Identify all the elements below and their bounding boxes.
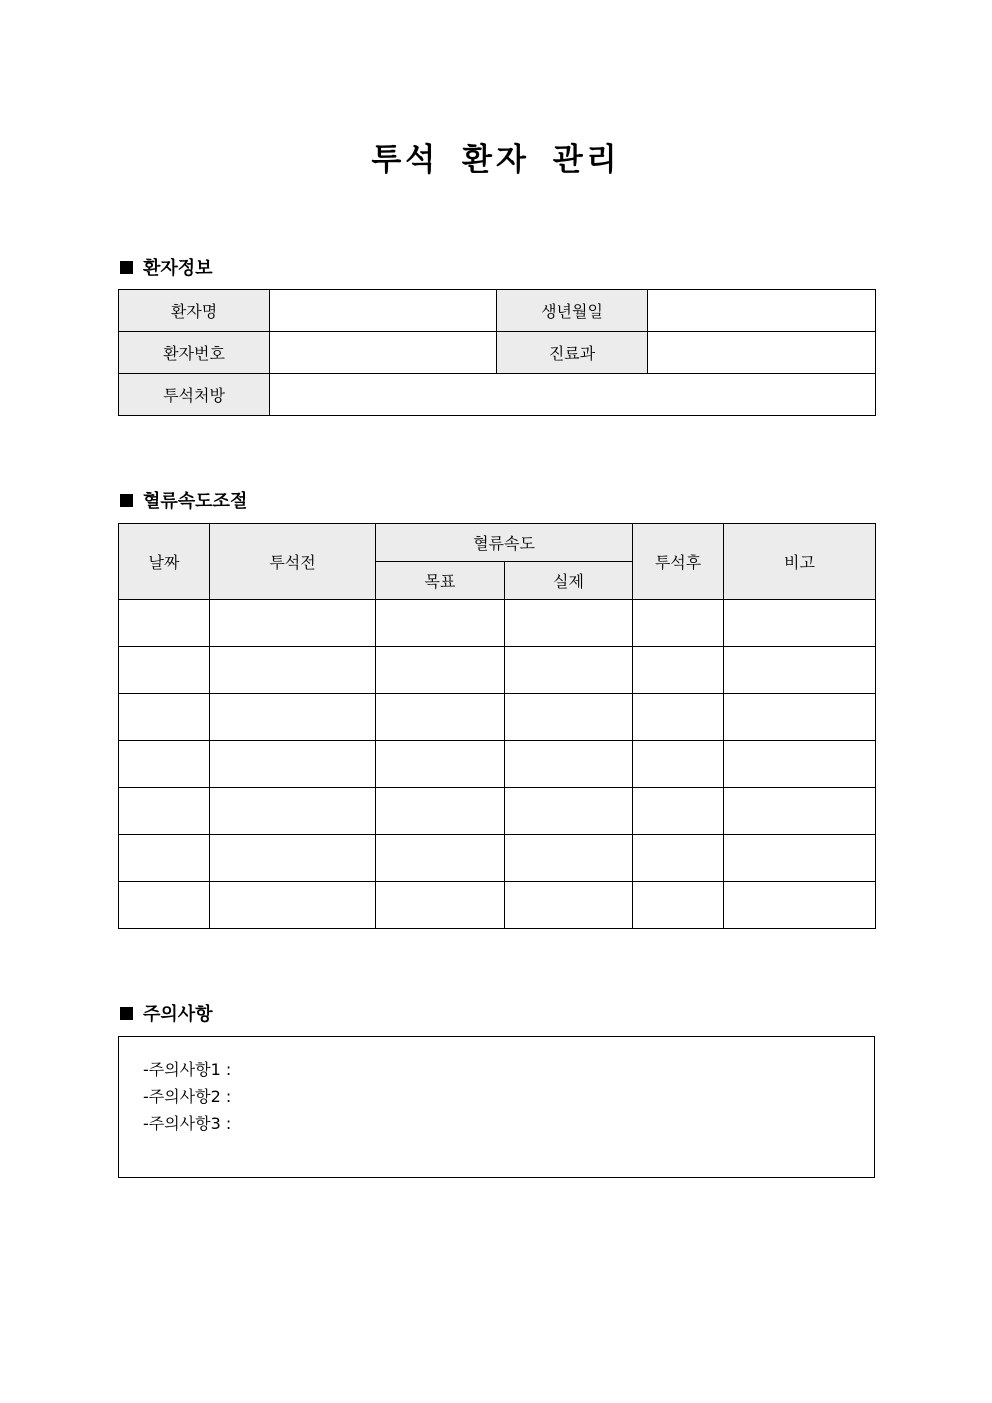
cell-date[interactable] bbox=[119, 741, 210, 788]
cell-remarks[interactable] bbox=[724, 788, 876, 835]
header-after: 투석후 bbox=[633, 524, 724, 600]
label-prescription: 투석처방 bbox=[119, 374, 270, 416]
cell-remarks[interactable] bbox=[724, 835, 876, 882]
page-title: 투석 환자 관리 bbox=[371, 142, 621, 178]
cell-date[interactable] bbox=[119, 600, 210, 647]
section-heading-infusion bbox=[120, 487, 247, 513]
section-heading-label: 혈류속도조절 bbox=[143, 491, 248, 512]
cell-actual[interactable] bbox=[505, 600, 633, 647]
cell-before[interactable] bbox=[210, 882, 376, 929]
cell-remarks[interactable] bbox=[724, 600, 876, 647]
cell-date[interactable] bbox=[119, 835, 210, 882]
label-patient-name: 환자명 bbox=[119, 290, 270, 332]
note-item-1: -주의사항1 : bbox=[143, 1060, 232, 1079]
note-item-2: -주의사항2 : bbox=[143, 1087, 232, 1106]
cell-target[interactable] bbox=[376, 788, 505, 835]
cell-after[interactable] bbox=[633, 741, 724, 788]
cell-target[interactable] bbox=[376, 835, 505, 882]
cell-after[interactable] bbox=[633, 788, 724, 835]
square-bullet-icon bbox=[120, 1007, 133, 1020]
cell-before[interactable] bbox=[210, 741, 376, 788]
header-date: 날짜 bbox=[119, 524, 210, 600]
cell-actual[interactable] bbox=[505, 835, 633, 882]
table-row bbox=[119, 835, 876, 882]
section-heading-patient-info bbox=[120, 254, 213, 280]
header-before: 투석전 bbox=[210, 524, 376, 600]
cell-date[interactable] bbox=[119, 882, 210, 929]
header-remarks: 비고 bbox=[724, 524, 876, 600]
cell-before[interactable] bbox=[210, 694, 376, 741]
section-heading-label: 환자정보 bbox=[143, 258, 213, 279]
patient-info-table bbox=[118, 289, 876, 416]
cell-target[interactable] bbox=[376, 694, 505, 741]
header-speed: 혈류속도 bbox=[376, 524, 633, 562]
square-bullet-icon bbox=[120, 494, 133, 507]
cell-before[interactable] bbox=[210, 600, 376, 647]
cell-remarks[interactable] bbox=[724, 694, 876, 741]
label-patient-number: 환자번호 bbox=[119, 332, 270, 374]
cell-target[interactable] bbox=[376, 741, 505, 788]
cell-date[interactable] bbox=[119, 788, 210, 835]
notes-box[interactable] bbox=[118, 1036, 875, 1178]
cell-actual[interactable] bbox=[505, 741, 633, 788]
table-row bbox=[119, 694, 876, 741]
note-item-3: -주의사항3 : bbox=[143, 1114, 232, 1133]
cell-date[interactable] bbox=[119, 647, 210, 694]
cell-target[interactable] bbox=[376, 882, 505, 929]
cell-before[interactable] bbox=[210, 647, 376, 694]
cell-target[interactable] bbox=[376, 647, 505, 694]
cell-remarks[interactable] bbox=[724, 647, 876, 694]
section-heading-notes bbox=[120, 1000, 213, 1026]
section-heading-label: 주의사항 bbox=[143, 1004, 213, 1025]
cell-actual[interactable] bbox=[505, 788, 633, 835]
cell-after[interactable] bbox=[633, 882, 724, 929]
header-actual: 실제 bbox=[505, 562, 633, 600]
table-row bbox=[119, 882, 876, 929]
cell-remarks[interactable] bbox=[724, 882, 876, 929]
field-patient-number[interactable] bbox=[270, 332, 497, 374]
cell-after[interactable] bbox=[633, 694, 724, 741]
field-prescription[interactable] bbox=[270, 374, 876, 416]
label-birth-date: 생년월일 bbox=[497, 290, 648, 332]
table-row bbox=[119, 600, 876, 647]
cell-after[interactable] bbox=[633, 600, 724, 647]
field-birth-date[interactable] bbox=[648, 290, 876, 332]
cell-before[interactable] bbox=[210, 835, 376, 882]
cell-actual[interactable] bbox=[505, 882, 633, 929]
cell-target[interactable] bbox=[376, 600, 505, 647]
cell-actual[interactable] bbox=[505, 647, 633, 694]
label-department: 진료과 bbox=[497, 332, 648, 374]
table-row bbox=[119, 788, 876, 835]
cell-after[interactable] bbox=[633, 835, 724, 882]
cell-date[interactable] bbox=[119, 694, 210, 741]
table-row bbox=[119, 647, 876, 694]
cell-remarks[interactable] bbox=[724, 741, 876, 788]
cell-actual[interactable] bbox=[505, 694, 633, 741]
infusion-table bbox=[118, 523, 876, 929]
table-row bbox=[119, 741, 876, 788]
field-department[interactable] bbox=[648, 332, 876, 374]
cell-after[interactable] bbox=[633, 647, 724, 694]
cell-before[interactable] bbox=[210, 788, 376, 835]
field-patient-name[interactable] bbox=[270, 290, 497, 332]
header-target: 목표 bbox=[376, 562, 505, 600]
square-bullet-icon bbox=[120, 261, 133, 274]
